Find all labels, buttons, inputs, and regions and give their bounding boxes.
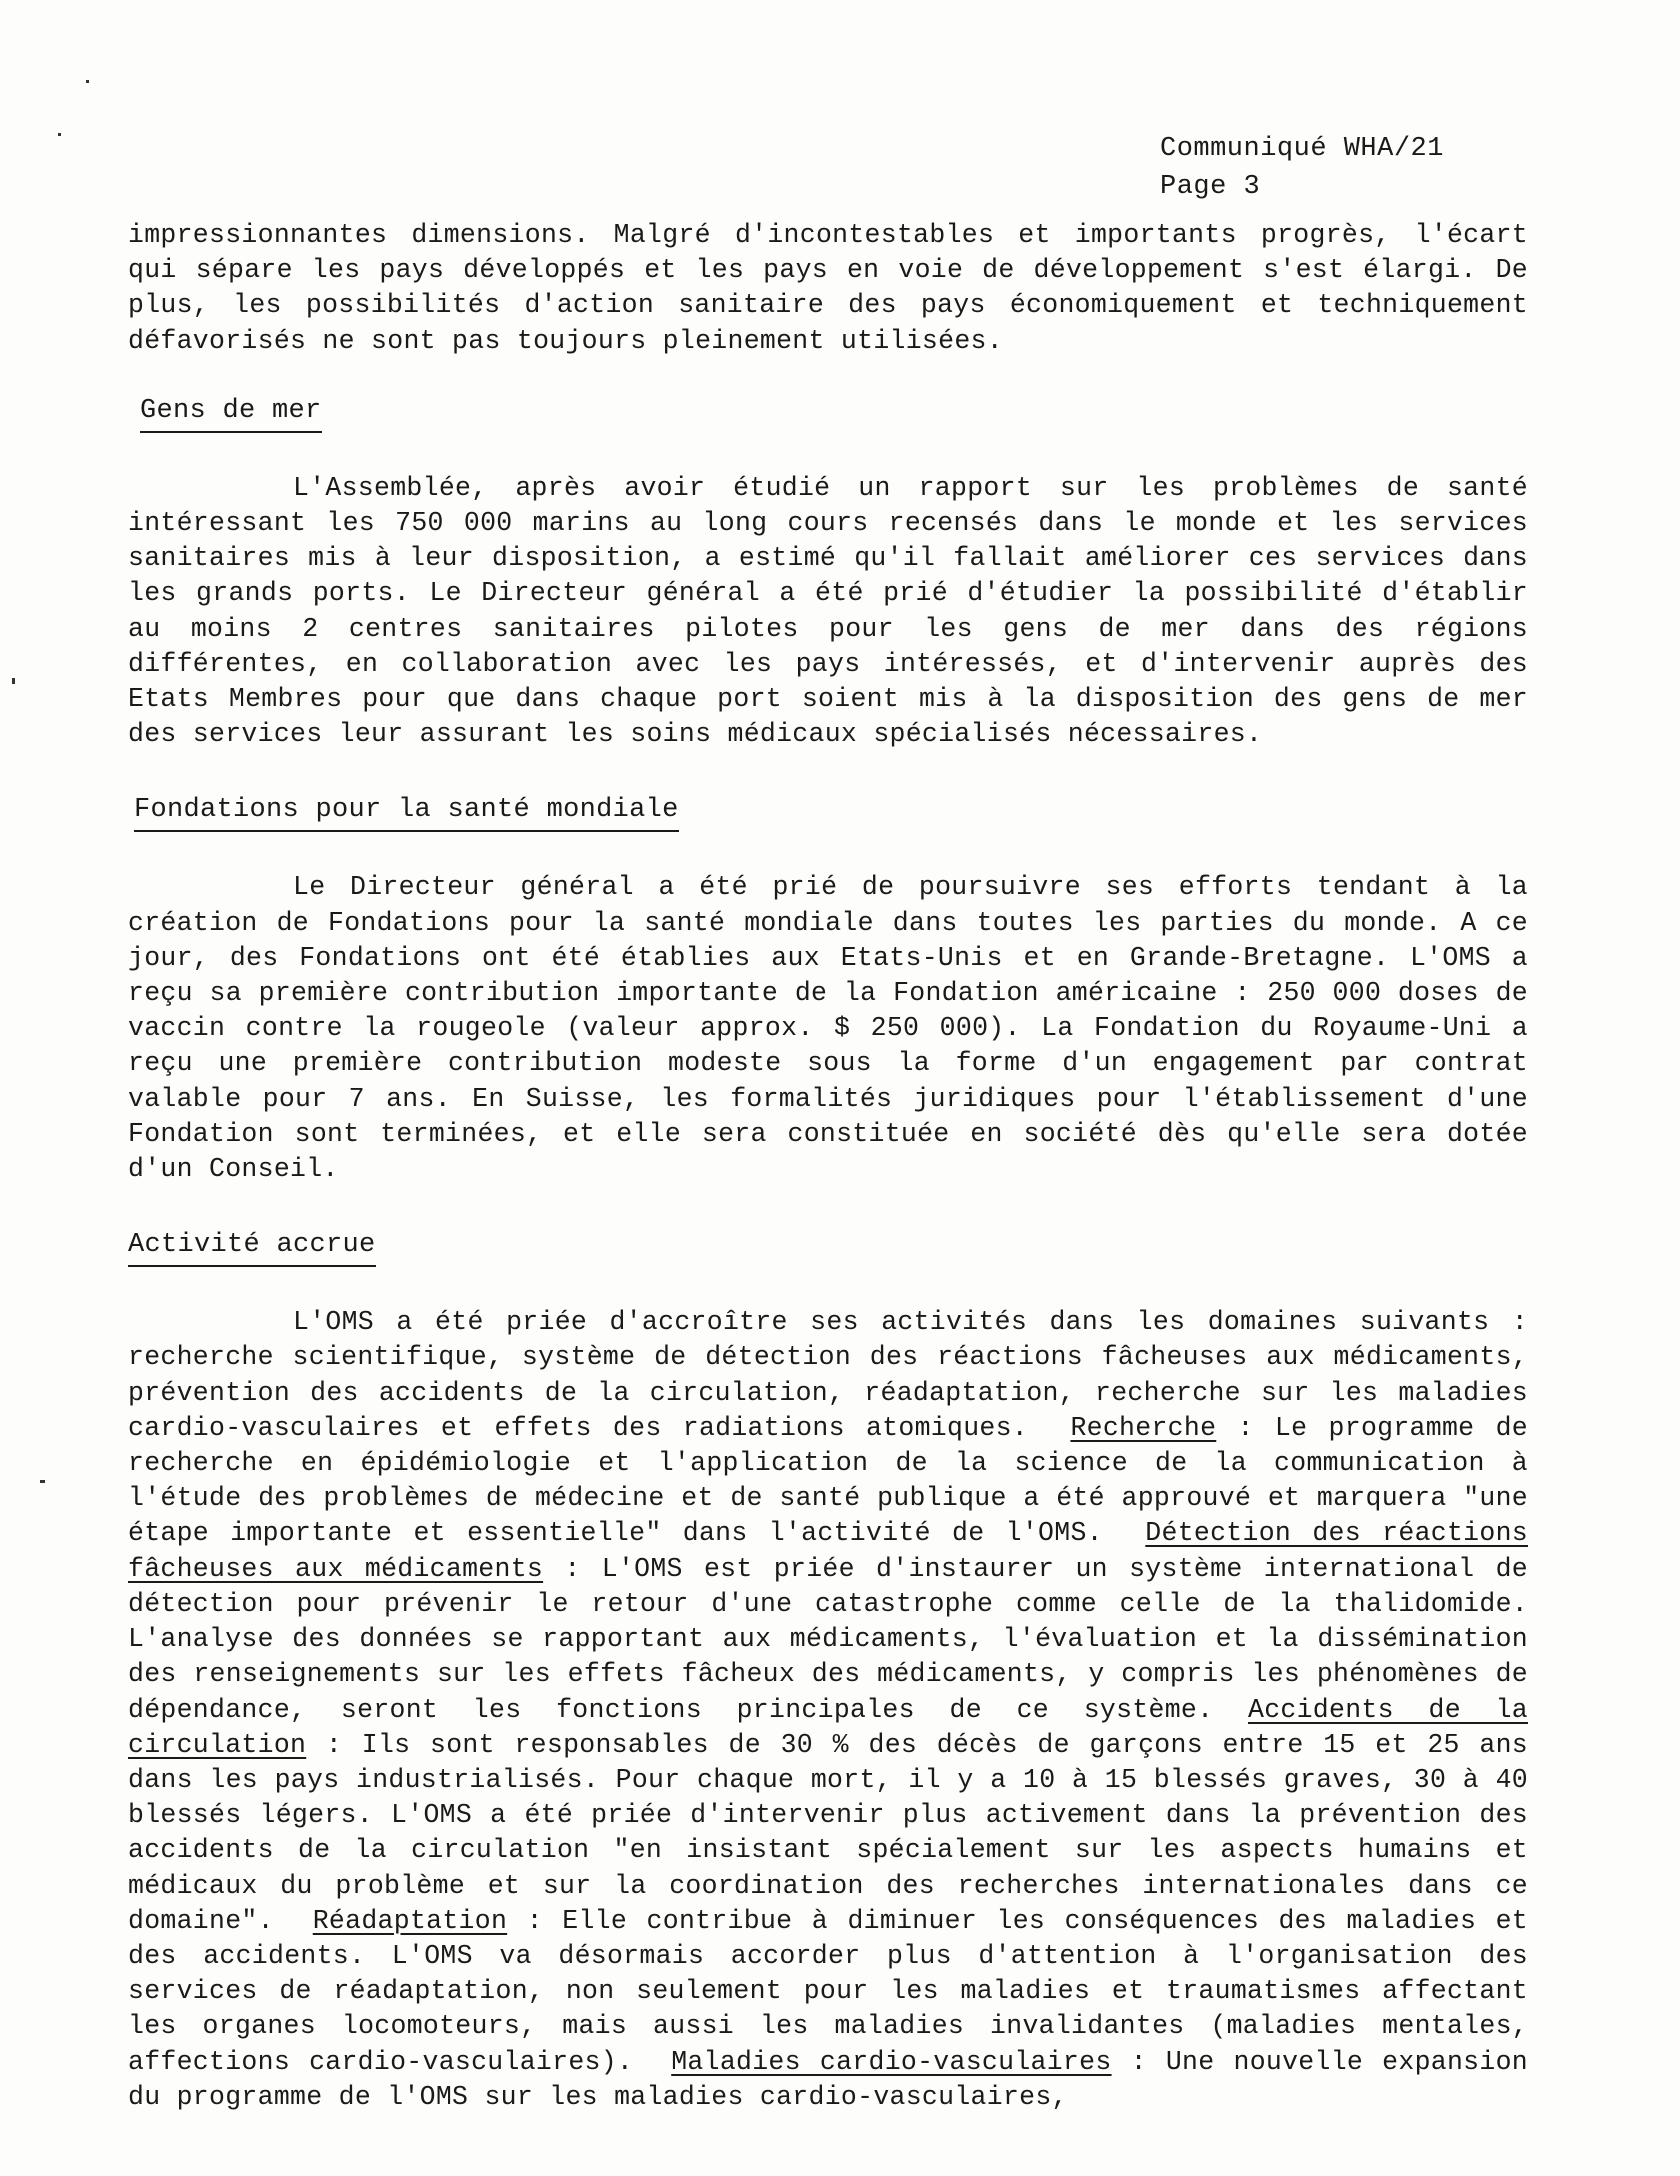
section-heading-wrap	[134, 792, 1528, 832]
subheading-readaptation: Réadaptation	[312, 1905, 508, 1936]
scan-speck	[58, 133, 61, 136]
accidents-text: : Ils sont responsables de 30 % des décès de garçons entre 15 et 25 ans dans les pays industrialisés. Pour chaque mort, il y a 10 à 15 blessés graves, 30 à 40 blessés légers. L'OMS a été priée d'intervenir plus activement dans la prévention des accidents de la circulation "en insistant spécialement sur les aspects humains et médicaux du problème et sur la coordination des recherches internationales dans ce domaine".	[128, 1729, 1528, 1936]
subheading-recherche: Recherche	[1070, 1412, 1217, 1443]
maladies-cardio-text: : Une nouvelle expansion du programme de l'OMS sur les maladies cardio-vasculaires,	[128, 2046, 1528, 2112]
section-heading-wrap	[128, 1227, 1528, 1267]
paragraph-gens-de-mer: L'Assemblée, après avoir étudié un rapport sur les problèmes de santé intéressant les 750 000 marins au long cours recensés dans le monde et les services sanitaires mis à leur disposition, a estimé qu'il fallait améliorer ces services dans les grands ports. Le Directeur général a été prié d'étudier la possibilité d'établir au moins 2 centres sanitaires pilotes pour les gens de mer dans des régions différentes, en collaboration avec les pays intéressés, et d'intervenir auprès des Etats Membres pour que dans chaque port soient mis à la disposition des gens de mer des services leur assurant les soins médicaux spécialisés nécessaires.	[128, 472, 1528, 750]
scan-speck	[12, 678, 15, 684]
scan-speck	[86, 80, 89, 83]
document-body	[128, 218, 1528, 2115]
subheading-accidents: Accidents de la circulation	[128, 1694, 1528, 1760]
scan-speck	[40, 1480, 45, 1483]
subheading-detection: Détection des réactions fâcheuses aux médicaments	[128, 1518, 1528, 1584]
page-header	[1160, 130, 1444, 206]
subheading-maladies-cardio: Maladies cardio-vasculaires	[671, 2046, 1112, 2077]
detection-text: : L'OMS est priée d'instaurer un système international de détection pour prévenir le retour d'une catastrophe comme celle de la thalidomide. L'analyse des données se rapportant aux médicaments, l'évaluation et la dissémination des renseignements sur les effets fâcheux des médicaments, y compris les phénomènes de dépendance, seront les fonctions principales de ce système.	[128, 1553, 1528, 1725]
paragraph-fondations: Le Directeur général a été prié de poursuivre ses efforts tendant à la création de Fondations pour la santé mondiale dans toutes les parties du monde. A ce jour, des Fondations ont été établies aux Etats-Unis et en Grande-Bretagne. L'OMS a reçu sa première contribution importante de la Fondation américaine : 250 000 doses de vaccin contre la rougeole (valeur approx. $ 250 000). La Fondation du Royaume-Uni a reçu une première contribution modeste sous la forme d'un engagement par contrat valable pour 7 ans. En Suisse, les formalités juridiques pour l'établissement d'une Fondation sont terminées, et elle sera constituée en société dès qu'elle sera dotée d'un Conseil.	[128, 872, 1528, 1185]
page-number: Page 3	[1160, 172, 1261, 202]
communique-reference: Communiqué WHA/21	[1160, 134, 1444, 164]
section-heading-wrap	[140, 393, 1528, 433]
readaptation-text: : Elle contribue à diminuer les conséquences des maladies et des accidents. L'OMS va désormais accorder plus d'attention à l'organisation des services de réadaptation, non seulement pour les maladies et traumatismes affectant les organes locomoteurs, mais aussi les maladies invalidantes (maladies mentales, affections cardio-vasculaires).	[128, 1905, 1529, 2077]
activity-intro-text: L'OMS a été priée d'accroître ses activités dans les domaines suivants : recherche scientifique, système de détection des réactions fâcheuses aux médicaments, prévention des accidents de la circulation, réadaptation, recherche sur les maladies cardio-vasculaires et effets des radiations atomiques.	[128, 1307, 1528, 1443]
heading-fondations: Fondations pour la santé mondiale	[134, 792, 679, 832]
heading-gens-de-mer: Gens de mer	[140, 393, 322, 433]
heading-activite-accrue: Activité accrue	[128, 1227, 376, 1267]
paragraph-activite-accrue	[128, 1305, 1528, 2115]
recherche-text: : Le programme de recherche en épidémiologie et l'application de la science de la communication à l'étude des problèmes de médecine et de santé publique a été approuvé et marquera "une étape importante et essentielle" dans l'activité de l'OMS.	[128, 1412, 1528, 1549]
intro-paragraph: impressionnantes dimensions. Malgré d'incontestables et importants progrès, l'écart qui sépare les pays développés et les pays en voie de développement s'est élargi. De plus, les possibilités d'action sanitaire des pays économiquement et techniquement défavorisés ne sont pas toujours pleinement utilisées.	[128, 220, 1528, 356]
